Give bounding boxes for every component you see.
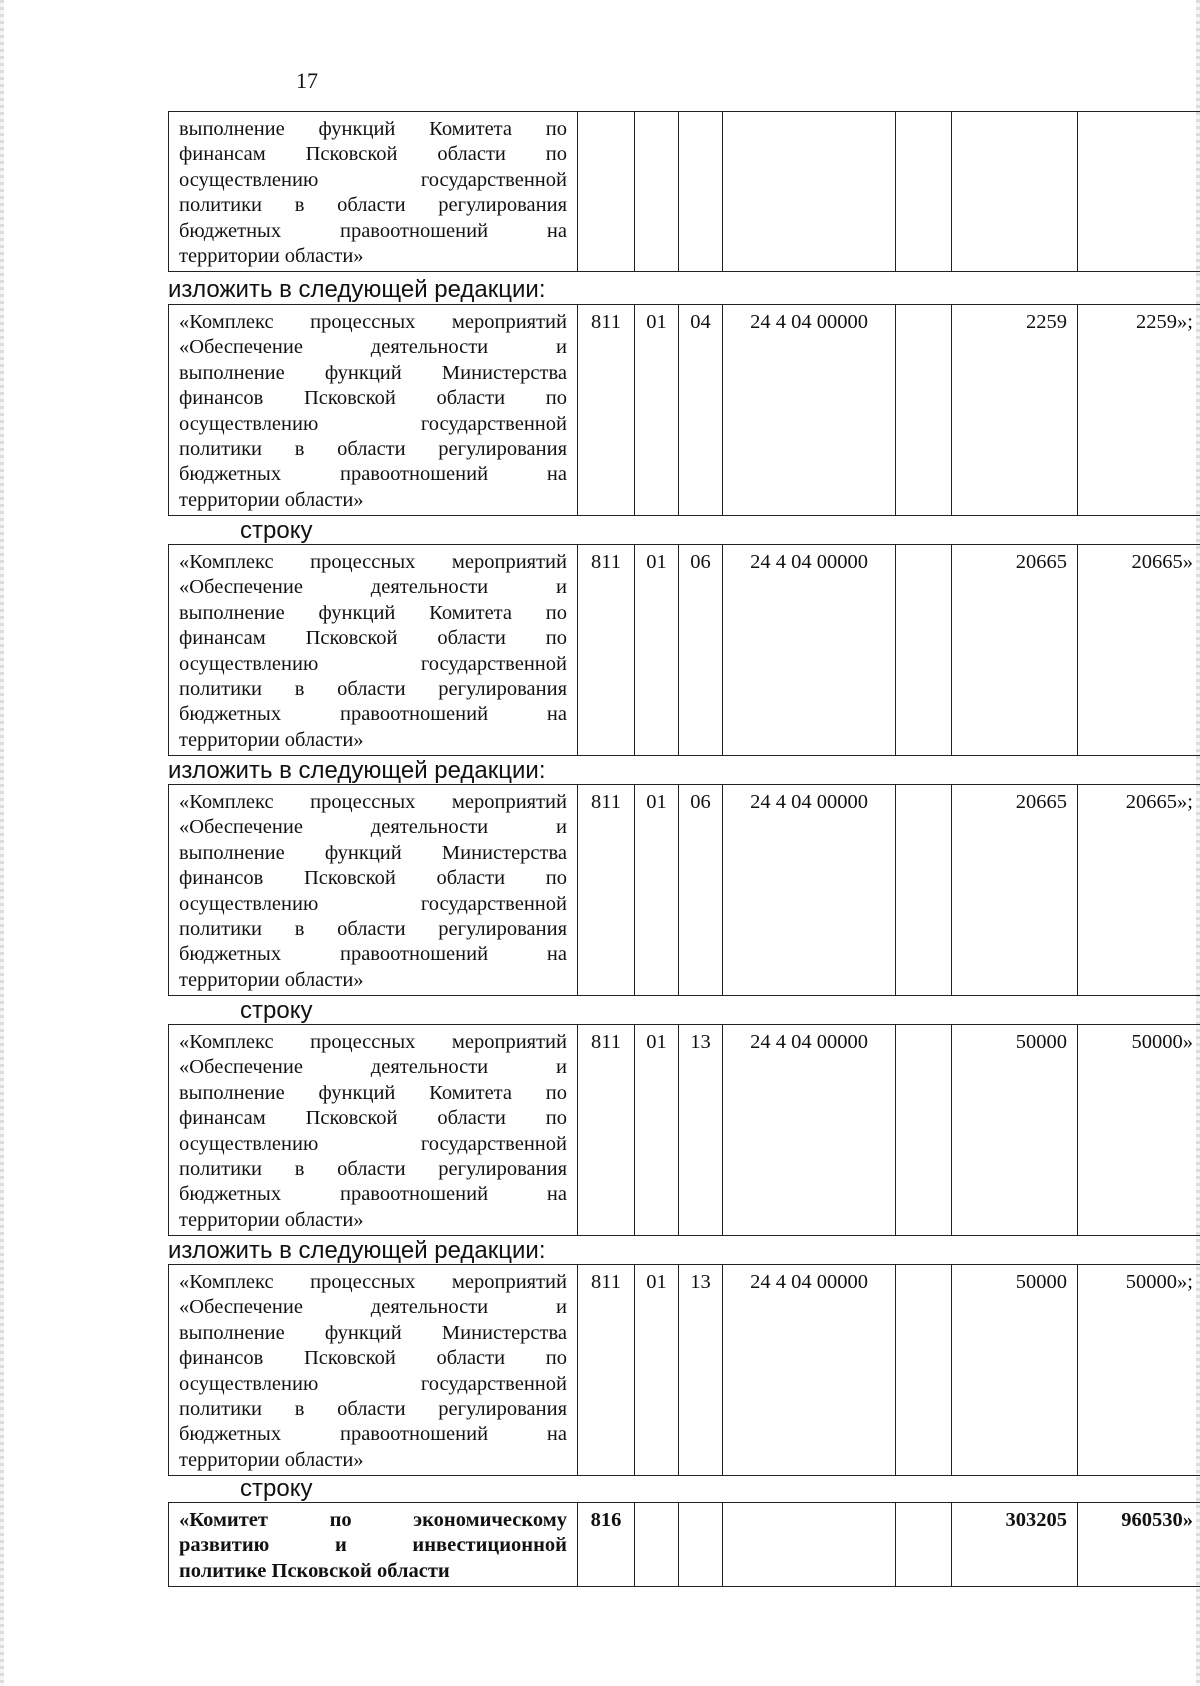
row-description — [169, 1025, 578, 1236]
description-line: территории области» — [179, 1208, 364, 1231]
amount-cell-1 — [952, 112, 1078, 272]
budget-table-row — [168, 784, 1200, 996]
description-line: «Обеспечение деятельности и — [179, 336, 567, 359]
description-line: политики в области регулирования — [179, 437, 567, 460]
description-line: «Комплекс процессных мероприятий — [179, 551, 567, 573]
description-line: политики в области регулирования — [179, 917, 567, 940]
description-line: выполнение функций Комитета по — [179, 1081, 567, 1104]
grbs-code-cell: 811 — [578, 1265, 635, 1476]
amount-cell-2: 50000» — [1078, 1025, 1200, 1236]
expense-type-cell — [896, 785, 952, 996]
description-line: территории области» — [179, 244, 364, 267]
description-line: «Комплекс процессных мероприятий — [179, 311, 567, 333]
amount-cell-2 — [1078, 112, 1200, 272]
instruction-set-new: изложить в следующей редакции: — [168, 1237, 546, 1264]
description-line: «Обеспечение деятельности и — [179, 576, 567, 599]
page-number: 17 — [296, 68, 318, 93]
description-line: выполнение функций Комитета по — [179, 601, 567, 624]
description-line: финансов Псковской области по — [179, 867, 567, 890]
amount-cell-1: 20665 — [952, 545, 1078, 756]
row-description — [169, 1265, 578, 1476]
section-code-cell: 01 — [635, 785, 679, 996]
budget-table-row — [168, 1264, 1200, 1476]
section-code-cell: 01 — [635, 545, 679, 756]
grbs-code-cell: 816 — [578, 1503, 635, 1587]
description-line: бюджетных правоотношений на — [179, 1423, 567, 1446]
description-line: политики в области регулирования — [179, 1157, 567, 1180]
instruction-line: строку — [240, 1475, 313, 1502]
amount-cell-1: 20665 — [952, 785, 1078, 996]
section-code-cell: 01 — [635, 1025, 679, 1236]
description-line: бюджетных правоотношений на — [179, 1183, 567, 1206]
subsection-code-cell — [679, 112, 723, 272]
description-line: политике Псковской области — [179, 1559, 450, 1582]
budget-table-row — [168, 544, 1200, 756]
description-line: осуществлению государственной — [179, 652, 567, 675]
instruction-line: строку — [240, 997, 313, 1024]
description-line: выполнение функций Министерства — [179, 841, 567, 864]
description-line: развитию и инвестиционной — [179, 1534, 567, 1557]
budget-table-row — [168, 1502, 1200, 1587]
target-article-cell: 24 4 04 00000 — [723, 1025, 896, 1236]
description-line: выполнение функций Министерства — [179, 361, 567, 384]
expense-type-cell — [896, 545, 952, 756]
description-line: финансов Псковской области по — [179, 387, 567, 410]
description-line: осуществлению государственной — [179, 168, 567, 191]
subsection-code-cell: 13 — [679, 1025, 723, 1236]
amount-cell-1: 2259 — [952, 305, 1078, 516]
description-line: осуществлению государственной — [179, 892, 567, 915]
description-line: бюджетных правоотношений на — [179, 463, 567, 486]
description-line: выполнение функций Министерства — [179, 1321, 567, 1344]
instruction-line: строку — [240, 517, 313, 544]
expense-type-cell — [896, 1025, 952, 1236]
expense-type-cell — [896, 112, 952, 272]
description-line: финансам Псковской области по — [179, 627, 567, 650]
expense-type-cell — [896, 305, 952, 516]
target-article-cell: 24 4 04 00000 — [723, 785, 896, 996]
subsection-code-cell: 06 — [679, 545, 723, 756]
row-description — [169, 1503, 578, 1587]
description-line: осуществлению государственной — [179, 1132, 567, 1155]
grbs-code-cell: 811 — [578, 545, 635, 756]
subsection-code-cell: 04 — [679, 305, 723, 516]
description-line: выполнение функций Комитета по — [179, 118, 567, 140]
instruction-set-new: изложить в следующей редакции: — [168, 276, 546, 303]
budget-table-row — [168, 111, 1200, 272]
section-code-cell — [635, 1503, 679, 1587]
row-description — [169, 785, 578, 996]
subsection-code-cell — [679, 1503, 723, 1587]
description-line: территории области» — [179, 1448, 364, 1471]
row-description — [169, 112, 578, 272]
target-article-cell: 24 4 04 00000 — [723, 545, 896, 756]
grbs-code-cell — [578, 112, 635, 272]
row-description — [169, 545, 578, 756]
description-line: «Комплекс процессных мероприятий — [179, 1271, 567, 1293]
expense-type-cell — [896, 1265, 952, 1476]
description-line: бюджетных правоотношений на — [179, 703, 567, 726]
description-line: политики в области регулирования — [179, 194, 567, 217]
description-line: «Обеспечение деятельности и — [179, 1056, 567, 1079]
section-code-cell — [635, 112, 679, 272]
description-line: территории области» — [179, 968, 364, 991]
subsection-code-cell: 06 — [679, 785, 723, 996]
description-line: финансов Псковской области по — [179, 1347, 567, 1370]
amount-cell-2: 2259»; — [1078, 305, 1200, 516]
description-line: территории области» — [179, 488, 364, 511]
amount-cell-2: 960530» — [1078, 1503, 1200, 1587]
description-line: «Обеспечение деятельности и — [179, 1296, 567, 1319]
budget-table-row — [168, 1024, 1200, 1236]
description-line: политики в области регулирования — [179, 1397, 567, 1420]
description-line: осуществлению государственной — [179, 412, 567, 435]
amount-cell-2: 20665» — [1078, 545, 1200, 756]
amount-cell-1: 303205 — [952, 1503, 1078, 1587]
amount-cell-2: 50000»; — [1078, 1265, 1200, 1476]
description-line: бюджетных правоотношений на — [179, 943, 567, 966]
description-line: бюджетных правоотношений на — [179, 219, 567, 242]
expense-type-cell — [896, 1503, 952, 1587]
grbs-code-cell: 811 — [578, 1025, 635, 1236]
target-article-cell — [723, 112, 896, 272]
scan-edge-left — [0, 0, 4, 1686]
grbs-code-cell: 811 — [578, 785, 635, 996]
target-article-cell: 24 4 04 00000 — [723, 305, 896, 516]
section-code-cell: 01 — [635, 305, 679, 516]
grbs-code-cell: 811 — [578, 305, 635, 516]
description-line: территории области» — [179, 728, 364, 751]
instruction-set-new: изложить в следующей редакции: — [168, 757, 546, 784]
budget-table-row — [168, 304, 1200, 516]
section-code-cell: 01 — [635, 1265, 679, 1476]
target-article-cell — [723, 1503, 896, 1587]
description-line: «Комплекс процессных мероприятий — [179, 1031, 567, 1053]
amount-cell-1: 50000 — [952, 1025, 1078, 1236]
target-article-cell: 24 4 04 00000 — [723, 1265, 896, 1476]
description-line: осуществлению государственной — [179, 1372, 567, 1395]
description-line: финансам Псковской области по — [179, 143, 567, 166]
row-description — [169, 305, 578, 516]
description-line: «Комитет по экономическому — [179, 1509, 567, 1531]
description-line: «Комплекс процессных мероприятий — [179, 791, 567, 813]
amount-cell-1: 50000 — [952, 1265, 1078, 1476]
amount-cell-2: 20665»; — [1078, 785, 1200, 996]
description-line: «Обеспечение деятельности и — [179, 816, 567, 839]
subsection-code-cell: 13 — [679, 1265, 723, 1476]
description-line: финансам Псковской области по — [179, 1107, 567, 1130]
description-line: политики в области регулирования — [179, 677, 567, 700]
